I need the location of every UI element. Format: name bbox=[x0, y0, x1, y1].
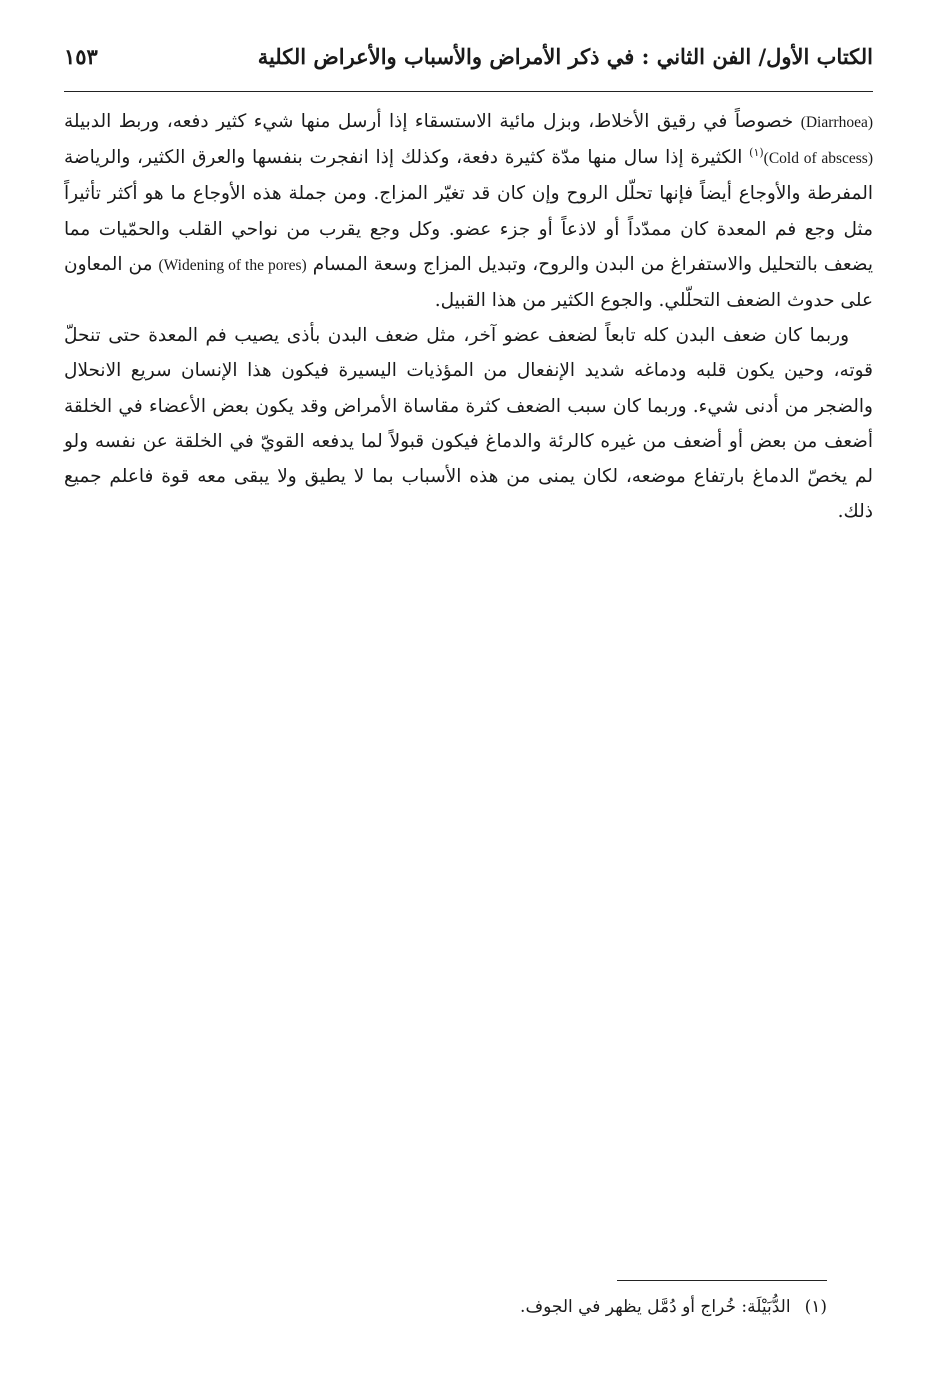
footnote bbox=[64, 1294, 827, 1320]
latin-term-cold-of-abscess: (Cold of abscess) bbox=[763, 150, 873, 168]
main-text bbox=[64, 104, 873, 529]
footnote-text: الدُّبَيْلَة: خُراج أو دُمَّل يظهر في الجوف. bbox=[520, 1297, 791, 1317]
paragraph-1 bbox=[64, 104, 873, 318]
running-title: الكتاب الأول/ الفن الثاني : في ذكر الأمراض والأسباب والأعراض الكلية bbox=[257, 44, 873, 69]
paragraph-2: وربما كان ضعف البدن كله تابعاً لضعف عضو آخر، مثل ضعف البدن بأذى يصيب فم المعدة حتى تنحلّ قوته، وحين يكون قلبه ودماغه شديد الإنفعال من المؤذيات اليسيرة فيكون هذا الإنسان سريع الانحلال والضجر من أدنى شيء. وربما كان سبب الضعف كثرة مقاساة الأمراض وقد يكون بعض الأعضاء في الخلقة أضعف من بعض أو أضعف من غيره كالرئة والدماغ فيكون قبولاً لما يدفعه القويّ في الخلقة عن نفسه ولو لم يخصّ الدماغ بارتفاع موضعه، لكان يمنى من هذه الأسباب بما لا يطيق ولا يبقى معه قوة فاعلم جميع ذلك. bbox=[64, 325, 873, 523]
paragraph-1-part-2: الكثيرة إذا سال منها مدّة كثيرة دفعة، وكذلك إذا انفجرت بنفسها والعرق الكثير، والرياضة المفرطة والأوجاع أيضاً فإنها تحلّل الروح وإن كان قد تغيّر المزاج. ومن جملة هذه الأوجاع ما هو أكثر تأثيراً مثل وجع فم المعدة كان ممدّداً أو لاذعاً أو جزء عضو. وكل وجع يقرب من نواحي القلب والحمّيات مما يضعف بالتحليل والاستفراغ من البدن والروح، وتبديل المزاج وسعة المسام bbox=[64, 147, 873, 275]
paragraph-1-part-3: من المعاون على حدوث الضعف التحلّلي. والجوع الكثير من هذا القبيل. bbox=[64, 253, 873, 312]
page-number: ١٥٣ bbox=[64, 44, 98, 69]
latin-term-widening-of-the-pores: (Widening of the pores) bbox=[158, 256, 307, 274]
page-header bbox=[64, 38, 873, 88]
footnote-rule bbox=[617, 1280, 827, 1281]
header-rule bbox=[64, 91, 873, 92]
paragraph-1-part-1: خصوصاً في رقيق الأخلاط، وبزل مائية الاستسقاء إذا أرسل منها شيء كثير دفعه، وربط الدبيلة bbox=[64, 111, 801, 132]
footnote-marker: (١) bbox=[804, 1297, 827, 1317]
footnote-reference[interactable]: (١) bbox=[749, 146, 764, 160]
latin-term-diarrhoea: (Diarrhoea) bbox=[800, 114, 873, 131]
